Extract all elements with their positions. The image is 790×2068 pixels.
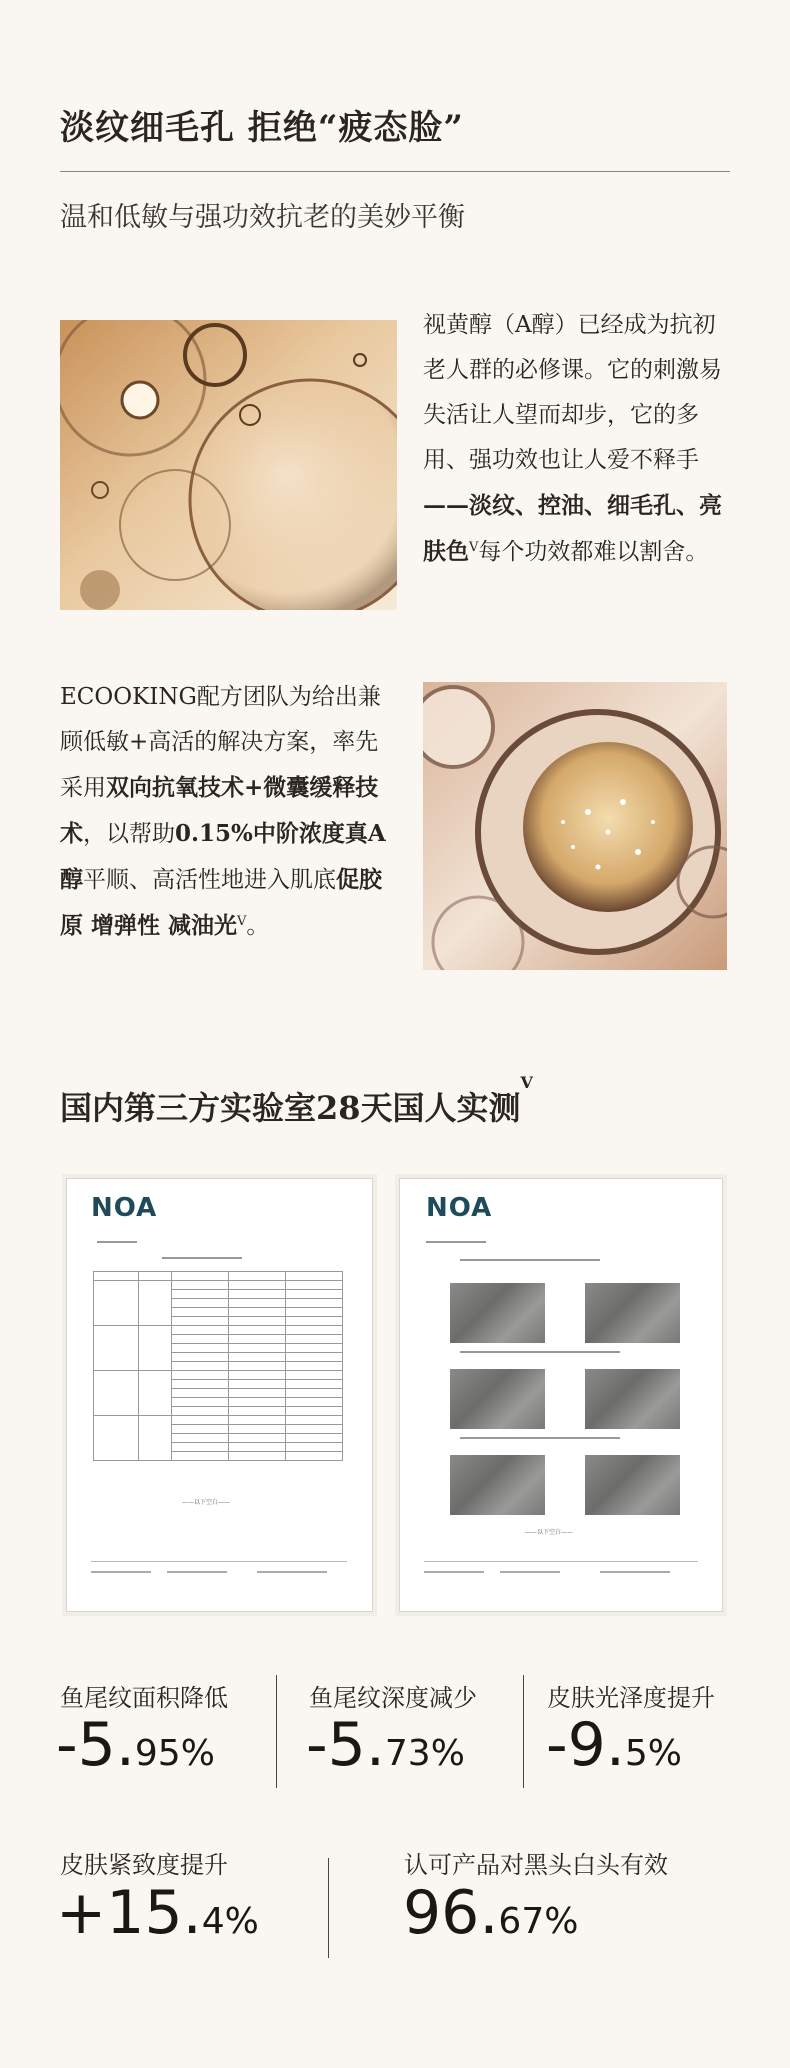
divider [523, 1675, 524, 1788]
lab-report-photos-image [399, 1178, 723, 1612]
page-title: 淡纹细毛孔 拒绝“疲态脸” [60, 108, 464, 148]
noa-logo: NOA [91, 1193, 158, 1223]
skin-photo [450, 1369, 545, 1429]
skin-photo [450, 1455, 545, 1515]
stat-label: 认可产品对黑头白头有效 [404, 1851, 668, 1879]
skin-photo [450, 1283, 545, 1343]
divider [60, 171, 730, 172]
stat-value: +15.4% [56, 1878, 259, 1948]
skin-photo [585, 1283, 680, 1343]
divider [276, 1675, 277, 1788]
divider [328, 1858, 329, 1958]
noa-logo: NOA [426, 1193, 493, 1223]
stat-label: 皮肤紧致度提升 [60, 1851, 228, 1879]
report-end-mark: ——以下空白—— [182, 1499, 231, 1506]
stat-label: 鱼尾纹深度减少 [309, 1684, 477, 1712]
skin-photo [585, 1369, 680, 1429]
skin-photo [585, 1455, 680, 1515]
glass-bubble-image [423, 682, 727, 970]
page-subtitle: 温和低敏与强功效抗老的美妙平衡 [60, 202, 465, 233]
section1-text: 视黄醇（A醇）已经成为抗初老人群的必修课。它的刺激易失活让人望而却步，它的多用、强功效也让人爱不释手——淡纹、控油、细毛孔、亮肤色$^V$每个功效都难以割舍。 [423, 312, 722, 565]
report-end-mark: ——以下空白—— [525, 1529, 574, 1536]
stat-label: 鱼尾纹面积降低 [60, 1684, 228, 1712]
stat-value: -5.95% [56, 1710, 215, 1780]
stat-value: -5.73% [306, 1710, 465, 1780]
section2-text: ECOOKING配方团队为给出兼顾低敏+高活的解决方案，率先采用双向抗氧技术+微囊缓释技术，以帮助0.15%中阶浓度真A醇平顺、高活性地进入肌底促胶原 增弹性 减油光$^V$。 [60, 684, 386, 939]
stat-value: -9.5% [546, 1710, 683, 1780]
lab-report-table-image [66, 1178, 373, 1612]
stat-label: 皮肤光泽度提升 [547, 1684, 715, 1712]
lab-section-title: 国内第三方实验室28天国人实测$^V$ [60, 1073, 533, 1127]
stat-value: 96.67% [403, 1878, 579, 1948]
oil-bubbles-image [60, 320, 397, 610]
